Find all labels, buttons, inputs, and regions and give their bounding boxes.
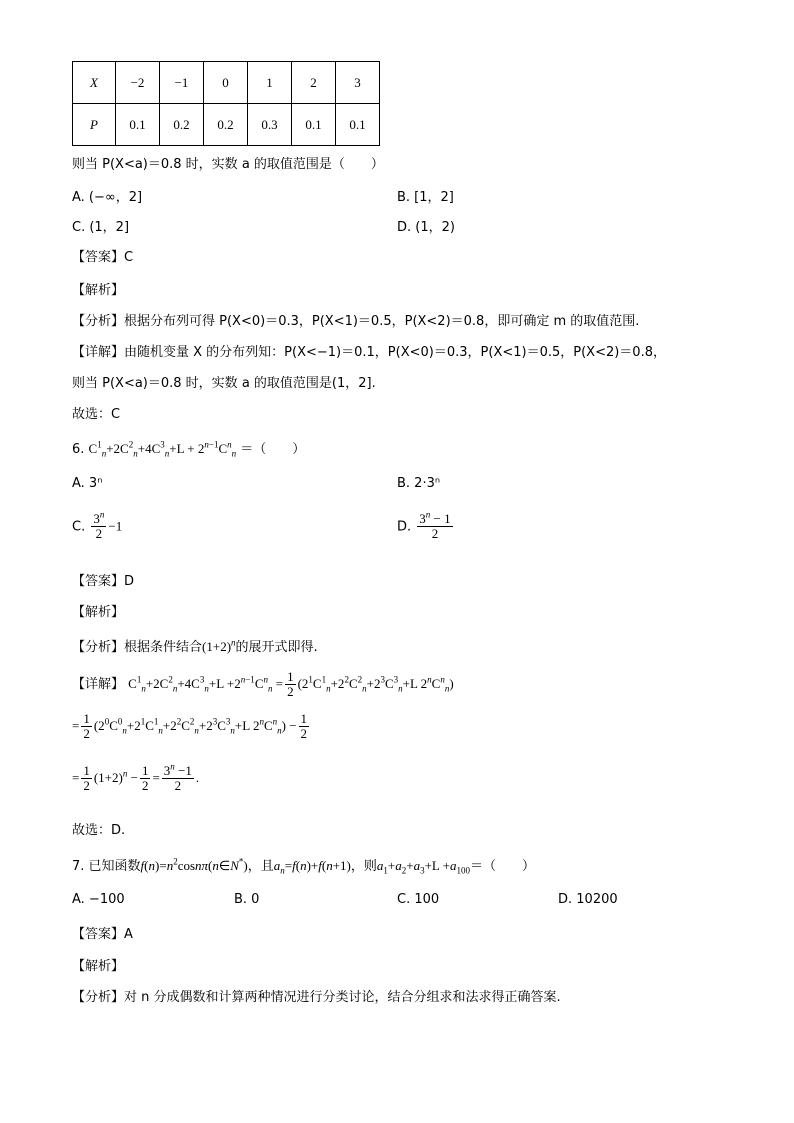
table-cell: 0.1	[336, 104, 380, 146]
q7-option-c: C. 100	[397, 892, 440, 907]
answer-value: D	[124, 574, 135, 589]
answer-tag: 【答案】	[72, 574, 125, 589]
fraction: $\frac{3^n}{2}$	[93, 509, 105, 542]
q6-choose: 故选：D.	[72, 823, 126, 838]
table-cell: 0	[204, 62, 248, 104]
table-cell: 0.2	[160, 104, 204, 146]
function-def: $f(n)=n^2\cos n\pi(n\in N^*)$	[140, 856, 248, 873]
option-label: C.	[72, 519, 86, 535]
detail-tag: 【详解】	[72, 345, 125, 360]
q6-expression: $C^1_n+2C^2_n+4C^3_n+L + 2^{n-1}C^n_n$	[88, 439, 237, 459]
q5-option-a: A. (−∞，2]	[72, 190, 143, 205]
table-cell: 0.1	[116, 104, 160, 146]
q7-stem-end: ＝（ ）	[469, 859, 535, 874]
fraction: $\frac{3^n - 1}{2}$	[419, 509, 451, 542]
q6-answer	[72, 570, 134, 589]
q5-option-d: D. (1，2)	[397, 220, 455, 235]
detail-formula: $C^1_n+2C^2_n+4C^3_n+L +2^{n-1}C^n_n$ = $\frac{1}{2}$ ($2^1C^1_n+2^2C^2_n+2^3C^3_n+L$ $2^nC^n_n$)	[128, 669, 454, 700]
answer-value: A	[124, 927, 133, 942]
q5-jiexi: 【解析】	[72, 283, 125, 298]
q7-jiexi: 【解析】	[72, 959, 125, 974]
q6-jiexi: 【解析】	[72, 605, 125, 620]
answer-value: C	[124, 250, 134, 265]
q5-option-c: C. (1，2]	[72, 220, 130, 235]
table-cell: 0.2	[204, 104, 248, 146]
detail-tag: 【详解】	[72, 676, 125, 692]
table-cell: 3	[336, 62, 380, 104]
table-cell: −1	[160, 62, 204, 104]
q7-option-a: A. −100	[72, 892, 125, 907]
analysis-tag: 【分析】	[72, 990, 125, 1005]
q7-stem-mid2: ，则	[350, 859, 377, 874]
answer-tag: 【答案】	[72, 250, 125, 265]
table-row-label: X	[73, 62, 116, 104]
q5-stem: 则当 P(X<a)＝0.8 时，实数 a 的取值范围是（ ）	[72, 157, 384, 172]
analysis-text: 根据条件结合	[124, 640, 203, 655]
q7-option-b: B. 0	[234, 892, 260, 907]
distribution-table	[72, 61, 380, 146]
q5-option-b: B. [1，2]	[397, 190, 454, 205]
q6-detail-line-1	[72, 670, 454, 700]
table-cell: 2	[292, 62, 336, 104]
analysis-text-end: 的展开式即得.	[235, 640, 318, 655]
detail-text: 由随机变量 X 的分布列知：P(X<−1)＝0.1，P(X<0)＝0.3，P(X<1)＝0.5，P(X<2)＝0.8，	[124, 345, 666, 360]
table-cell: 1	[248, 62, 292, 104]
q5-answer	[72, 246, 133, 265]
table-row	[73, 62, 380, 104]
analysis-text: 对 n 分成偶数和计算两种情况进行分类讨论，结合分组求和法求得正确答案.	[124, 990, 561, 1005]
q6-option-b: B. 2·3ⁿ	[397, 476, 441, 491]
table-row	[73, 104, 380, 146]
q6-detail-line-2: = $\frac{1}{2}$ ($2^0C^0_n+2^1C^1_n+2^2C^2_n+2^3C^3_n+L$ $2^nC^n_n$) − $\frac{1}{2}$	[72, 711, 308, 742]
table-cell: −2	[116, 62, 160, 104]
q7-stem-start: 7. 已知函数	[72, 859, 141, 874]
analysis-tag: 【分析】	[72, 640, 125, 655]
binomial-expression: $(1+2)^n$	[202, 637, 236, 654]
q6-option-d	[397, 509, 455, 542]
table-cell: 0.3	[248, 104, 292, 146]
q7-stem	[72, 855, 535, 874]
sum-expression: $a_1+a_2+a_3+L +a_{100}$	[376, 858, 470, 876]
q6-option-a: A. 3ⁿ	[72, 476, 103, 491]
table-cell: 0.1	[292, 104, 336, 146]
q6-detail-line-3: = $\frac{1}{2}$ $(1+2)^n$ − $\frac{1}{2}$ = $\frac{3^n -1}{2}$ .	[72, 761, 200, 794]
answer-tag: 【答案】	[72, 927, 125, 942]
q5-detail-2: 则当 P(X<a)＝0.8 时，实数 a 的取值范围是(1，2].	[72, 376, 376, 391]
q6-stem	[72, 438, 305, 457]
analysis-text: 根据分布列可得 P(X<0)＝0.3，P(X<1)＝0.5，P(X<2)＝0.8，即可确定 m 的取值范围.	[124, 314, 640, 329]
table-row-label: P	[73, 104, 116, 146]
q7-answer	[72, 923, 133, 942]
option-label: D.	[397, 519, 412, 535]
q7-option-d: D. 10200	[558, 892, 618, 907]
q6-number: 6.	[72, 442, 85, 457]
q6-option-c: C. $\frac{3^n}{2}$ −1	[72, 509, 123, 542]
q5-detail	[72, 341, 666, 360]
q7-analysis	[72, 986, 561, 1005]
q6-paren: ＝（ ）	[240, 442, 306, 457]
q5-choose: 故选：C	[72, 407, 121, 422]
q5-analysis	[72, 310, 639, 329]
q6-analysis	[72, 636, 318, 655]
sequence-def: $a_n=f(n)+f(n+1)$	[273, 858, 351, 876]
q7-stem-mid: ，且	[247, 859, 274, 874]
analysis-tag: 【分析】	[72, 314, 125, 329]
